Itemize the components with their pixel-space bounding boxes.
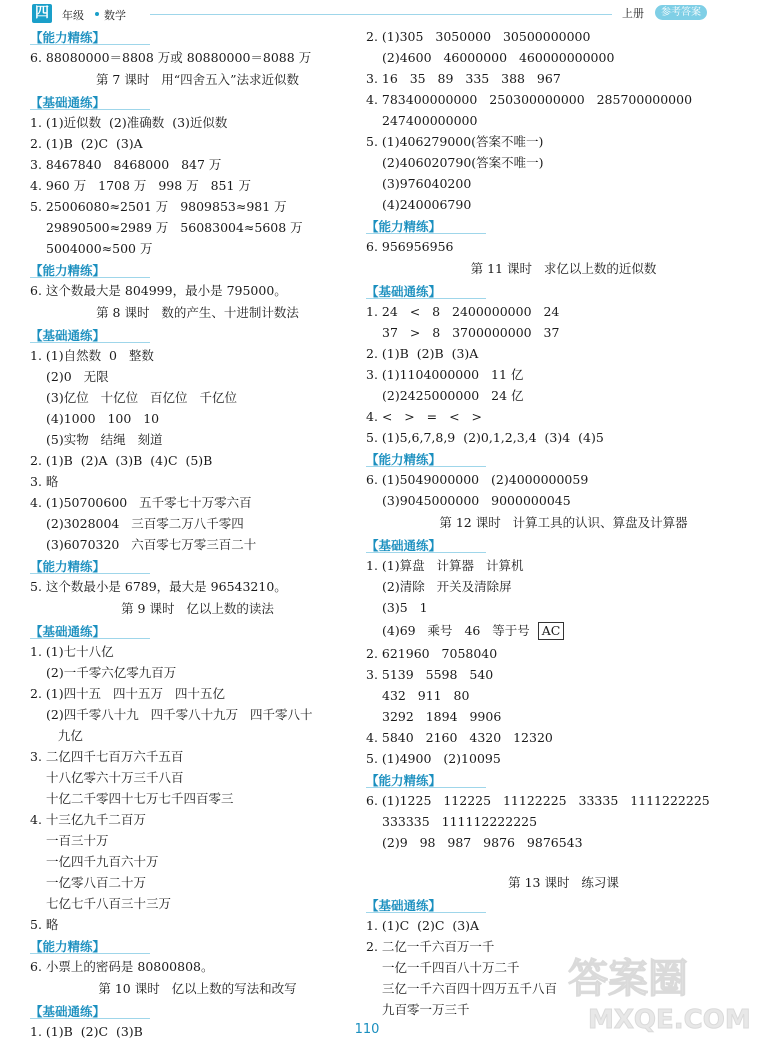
answer-line: 1. 24 < 8 2400000000 24 <box>366 304 560 319</box>
answer-line: (3)976040200 <box>382 176 472 191</box>
answer-line: (3)亿位 十亿位 百亿位 千亿位 <box>46 390 237 405</box>
spacer <box>366 853 761 871</box>
answer-line: 2. (1)305 3050000 30500000000 <box>366 29 591 44</box>
section-heading <box>30 324 365 345</box>
answer-line: 1. (1)C (2)C (3)A <box>366 918 480 933</box>
answer-line: 6. 这个数最大是 804999，最小是 795000。 <box>30 283 287 298</box>
answer-line: 5. 略 <box>30 917 59 932</box>
answer-line: (4)1000 100 10 <box>46 411 160 426</box>
grade-badge: 四 <box>32 4 52 23</box>
answer-line: 6. (1)5049000000 (2)4000000059 <box>366 472 589 487</box>
answer-line: (4)240006790 <box>382 197 472 212</box>
answer-line: 1. (1)自然数 0 整数 <box>30 348 154 363</box>
answer-line: 3. 略 <box>30 474 59 489</box>
page-header <box>0 0 772 26</box>
answer-line: (2)9 98 987 9876 9876543 <box>382 835 583 850</box>
answer-key-badge: 参考答案 <box>655 5 707 20</box>
subject-label: 数学 <box>104 9 126 22</box>
section-heading-label: 【基础通练】 <box>366 538 442 553</box>
volume-label: 上册 <box>622 7 644 20</box>
section-heading <box>366 534 761 555</box>
separator-dot-icon <box>95 12 99 16</box>
answer-line: 5004000≈500 万 <box>46 241 153 256</box>
answer-line: 4. 783400000000 250300000000 285700000000 <box>366 92 693 107</box>
answer-line: 三亿一千六百四十四万五千八百 <box>382 981 558 996</box>
answer-line: 6. (1)1225 112225 11122225 33335 1111222225 <box>366 793 710 808</box>
section-heading <box>30 26 365 47</box>
answer-line: 3. (1)1104000000 11 亿 <box>366 367 524 382</box>
section-heading <box>30 555 365 576</box>
answer-line: 1. (1)B (2)C (3)B <box>30 1024 143 1039</box>
lesson-title: 第 11 课时 求亿以上数的近似数 <box>470 261 657 276</box>
answer-line: 5. (1)406279000(答案不唯一) <box>366 134 544 149</box>
answer-line: (2)清除 开关及清除屏 <box>382 579 512 594</box>
section-heading-label: 【基础通练】 <box>366 898 442 913</box>
answer-text: (4)69 乘号 46 等于号 <box>382 623 538 638</box>
answer-line: 1. (1)算盘 计算器 计算机 <box>366 558 524 573</box>
section-heading <box>366 215 761 236</box>
answer-line: 4. 5840 2160 4320 12320 <box>366 730 553 745</box>
right-column <box>366 26 761 1020</box>
section-heading <box>30 620 365 641</box>
answer-line: (3)6070320 六百零七万零三百二十 <box>46 537 257 552</box>
answer-line: 6. 小票上的密码是 80800808。 <box>30 959 214 974</box>
answer-line: 29890500≈2989 万 56083004≈5608 万 <box>46 220 303 235</box>
grade-label: 年级 <box>62 9 84 22</box>
lesson-title: 第 7 课时 用“四舍五入”法求近似数 <box>95 72 300 87</box>
answer-line: 3. 二亿四千七百万六千五百 <box>30 749 184 764</box>
answer-line: (2)4600 46000000 460000000000 <box>382 50 615 65</box>
answer-line: (3)5 1 <box>382 600 428 615</box>
section-heading-label: 【基础通练】 <box>30 624 106 639</box>
answer-line: 4. 十三亿九千二百万 <box>30 812 146 827</box>
section-heading-label: 【能力精练】 <box>366 773 442 788</box>
answer-line: (2)2425000000 24 亿 <box>382 388 524 403</box>
section-heading <box>30 1000 365 1021</box>
section-heading-label: 【能力精练】 <box>30 559 106 574</box>
answer-line: 3292 1894 9906 <box>382 709 502 724</box>
answer-line: 一亿四千九百六十万 <box>46 854 159 869</box>
section-heading <box>366 894 761 915</box>
answer-line: 5. (1)4900 (2)10095 <box>366 751 501 766</box>
answer-line: 247400000000 <box>382 113 478 128</box>
ac-key-box: AC <box>538 622 565 640</box>
answer-line: 333335 111112222225 <box>382 814 538 829</box>
section-heading-label: 【基础通练】 <box>366 284 442 299</box>
answer-line: (2)3028004 三百零二万八千零四 <box>46 516 244 531</box>
answer-line: (2)406020790(答案不唯一) <box>382 155 544 170</box>
section-heading <box>30 259 365 280</box>
answer-line: 一亿零八百二十万 <box>46 875 147 890</box>
answer-line: 2. (1)B (2)A (3)B (4)C (5)B <box>30 453 213 468</box>
watermark-logo-icon <box>560 940 770 1035</box>
header-divider <box>150 14 612 15</box>
answer-line: (2)四千零八十九 四千零八十九万 四千零八十 <box>46 707 313 722</box>
answer-line: 5. (1)5,6,7,8,9 (2)0,1,2,3,4 (3)4 (4)5 <box>366 430 604 445</box>
answer-line: 37 > 8 3700000000 37 <box>382 325 560 340</box>
answer-line: 4. 960 万 1708 万 998 万 851 万 <box>30 178 251 193</box>
answer-line: 5. 这个数最小是 6789，最大是 96543210。 <box>30 579 287 594</box>
lesson-title: 第 10 课时 亿以上数的写法和改写 <box>98 981 297 996</box>
answer-line: 七亿七千八百三十三万 <box>46 896 172 911</box>
answer-line: 九亿 <box>46 728 83 743</box>
lesson-title: 第 8 课时 数的产生、十进制计数法 <box>96 305 299 320</box>
answer-line: 1. (1)七十八亿 <box>30 644 114 659</box>
answer-line: 2. (1)B (2)B (3)A <box>366 346 479 361</box>
section-heading <box>30 935 365 956</box>
section-heading <box>366 769 761 790</box>
answer-line: 5. 25006080≈2501 万 9809853≈981 万 <box>30 199 287 214</box>
section-heading-label: 【能力精练】 <box>366 452 442 467</box>
answer-line: 4. < > = < > <box>366 409 482 424</box>
answer-line: 4. (1)50700600 五千零七十万零六百 <box>30 495 252 510</box>
answer-line: 6. 88080000＝8808 万或 80880000＝8088 万 <box>30 50 312 65</box>
left-column <box>30 26 365 1042</box>
section-heading-label: 【基础通练】 <box>30 1004 106 1019</box>
lesson-title: 第 9 课时 亿以上数的读法 <box>121 601 274 616</box>
answer-line: (2)0 无限 <box>46 369 109 384</box>
answer-line: 2. 621960 7058040 <box>366 646 498 661</box>
section-heading-label: 【基础通练】 <box>30 95 106 110</box>
answer-line: 6. 956956956 <box>366 239 454 254</box>
answer-line: 十八亿零六十万三千八百 <box>46 770 184 785</box>
answer-line <box>366 618 761 643</box>
lesson-title: 第 12 课时 计算工具的认识、算盘及计算器 <box>439 515 688 530</box>
answer-line: 2. (1)四十五 四十五万 四十五亿 <box>30 686 225 701</box>
answer-line: 一百三十万 <box>46 833 109 848</box>
section-heading-label: 【能力精练】 <box>30 263 106 278</box>
answer-line: 1. (1)近似数 (2)准确数 (3)近似数 <box>30 115 228 130</box>
section-heading <box>366 448 761 469</box>
section-heading-label: 【能力精练】 <box>366 219 442 234</box>
answer-line: 3. 5139 5598 540 <box>366 667 494 682</box>
lesson-title: 第 13 课时 练习课 <box>508 875 619 890</box>
answer-line: (5)实物 结绳 刻道 <box>46 432 163 447</box>
answer-line: (3)9045000000 9000000045 <box>382 493 571 508</box>
answer-line: 十亿二千零四十七万七千四百零三 <box>46 791 234 806</box>
answer-line: (2)一千零六亿零九百万 <box>46 665 177 680</box>
section-heading <box>366 280 761 301</box>
answer-line: 九百零一万三千 <box>382 1002 470 1017</box>
answer-line: 432 911 80 <box>382 688 470 703</box>
section-heading-label: 【基础通练】 <box>30 328 106 343</box>
answer-line: 2. (1)B (2)C (3)A <box>30 136 143 151</box>
answer-line: 一亿一千四百八十万二千 <box>382 960 520 975</box>
section-heading-label: 【能力精练】 <box>30 939 106 954</box>
answer-line: 3. 16 35 89 335 388 967 <box>366 71 561 86</box>
section-heading <box>30 91 365 112</box>
watermark-brand: 答案圈 <box>568 956 688 1002</box>
section-heading-label: 【能力精练】 <box>30 30 106 45</box>
watermark-url: MXQE.COM <box>588 1005 751 1035</box>
page-number: 110 <box>354 1022 380 1037</box>
answer-line: 3. 8467840 8468000 847 万 <box>30 157 222 172</box>
answer-line: 2. 二亿一千六百万一千 <box>366 939 495 954</box>
